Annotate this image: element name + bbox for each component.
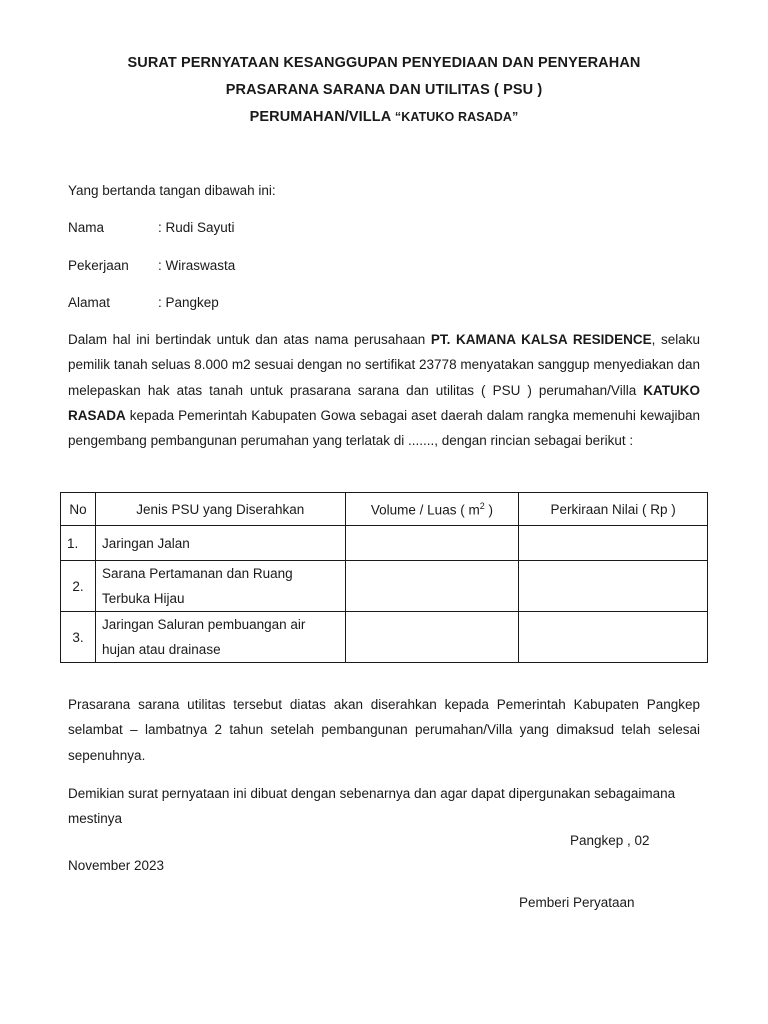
intro-text: Yang bertanda tangan dibawah ini: [68,183,276,198]
title-line-1: SURAT PERNYATAAN KESANGGUPAN PENYEDIAAN DAN PENYERAHAN [127,55,641,71]
header-nilai: Perkiraan Nilai ( Rp ) [519,493,708,526]
title-line-2: PRASARANA SARANA DAN UTILITAS ( PSU ) [225,82,543,98]
row-volume [345,526,519,561]
row-jenis: Jaringan Jalan [95,526,345,561]
row-nilai [519,561,708,612]
company-name: PT. KAMANA KALSA RESIDENCE [430,332,652,347]
table-header-row [61,493,708,526]
row-jenis: Jaringan Saluran pembuangan air hujan atau drainase [95,612,345,663]
header-no: No [61,493,96,526]
statement-part2: , selaku pemilik tanah seluas 8.000 m2 sesuai dengan no sertifikat 23778 menyatakan sanggup menyediakan dan melepaskan hak atas tanah untuk prasarana sarana dan utilitas ( PSU ) perumahan/Villa [68,332,701,398]
job-value: : Wiraswasta [158,258,236,273]
title-project-name: “KATUKO RASADA” [394,110,519,124]
statement-part3: kepada Pemerintah Kabupaten Gowa sebagai aset daerah dalam rangka memenuhi kewajiban pengembang pembangunan perumahan yang terlatak di ......., dengan rincian sebagai berikut : [68,407,700,449]
statement-paragraph [68,327,700,453]
statement-part1: Dalam hal ini bertindak untuk dan atas nama perusahaan [68,332,431,347]
address-label: Alamat [68,295,111,310]
address-value: : Pangkep [158,295,219,310]
row-nilai [519,612,708,663]
title-line-3 [0,109,768,125]
table-row [61,612,708,663]
table-row [61,526,708,561]
header-jenis: Jenis PSU yang Diserahkan [95,493,345,526]
table-row [61,561,708,612]
row-no: 2. [61,561,96,612]
row-volume [345,612,519,663]
date-continuation: November 2023 [68,858,165,873]
name-value: : Rudi Sayuti [158,220,235,235]
title-prefix: PERUMAHAN/VILLA [249,109,391,125]
name-label: Nama [68,220,105,235]
job-label: Pekerjaan [68,258,129,273]
closing-paragraph-1: Prasarana sarana utilitas tersebut diatas akan diserahkan kepada Pemerintah Kabupaten Pangkep selambat – lambatnya 2 tahun setelah pembangunan perumahan/Villa yang dimaksud telah selesai sepenuhnya. [68,697,700,763]
project-name: KATUKO RASADA [68,382,700,423]
row-nilai [519,526,708,561]
header-volume: Volume / Luas ( $m^2$ ) [345,493,519,526]
row-no: 1. [61,526,96,561]
signer-label: Pemberi Peryataan [519,895,635,910]
closing-paragraph-2: Demikian surat pernyataan ini dibuat dengan sebenarnya dan agar dapat dipergunakan sebagaimana mestinya [68,786,676,827]
row-volume [345,561,519,612]
row-jenis: Sarana Pertamanan dan Ruang Terbuka Hijau [95,561,345,612]
psu-table [60,492,708,663]
place-date: Pangkep , 02 [570,833,650,848]
row-no: 3. [61,612,96,663]
